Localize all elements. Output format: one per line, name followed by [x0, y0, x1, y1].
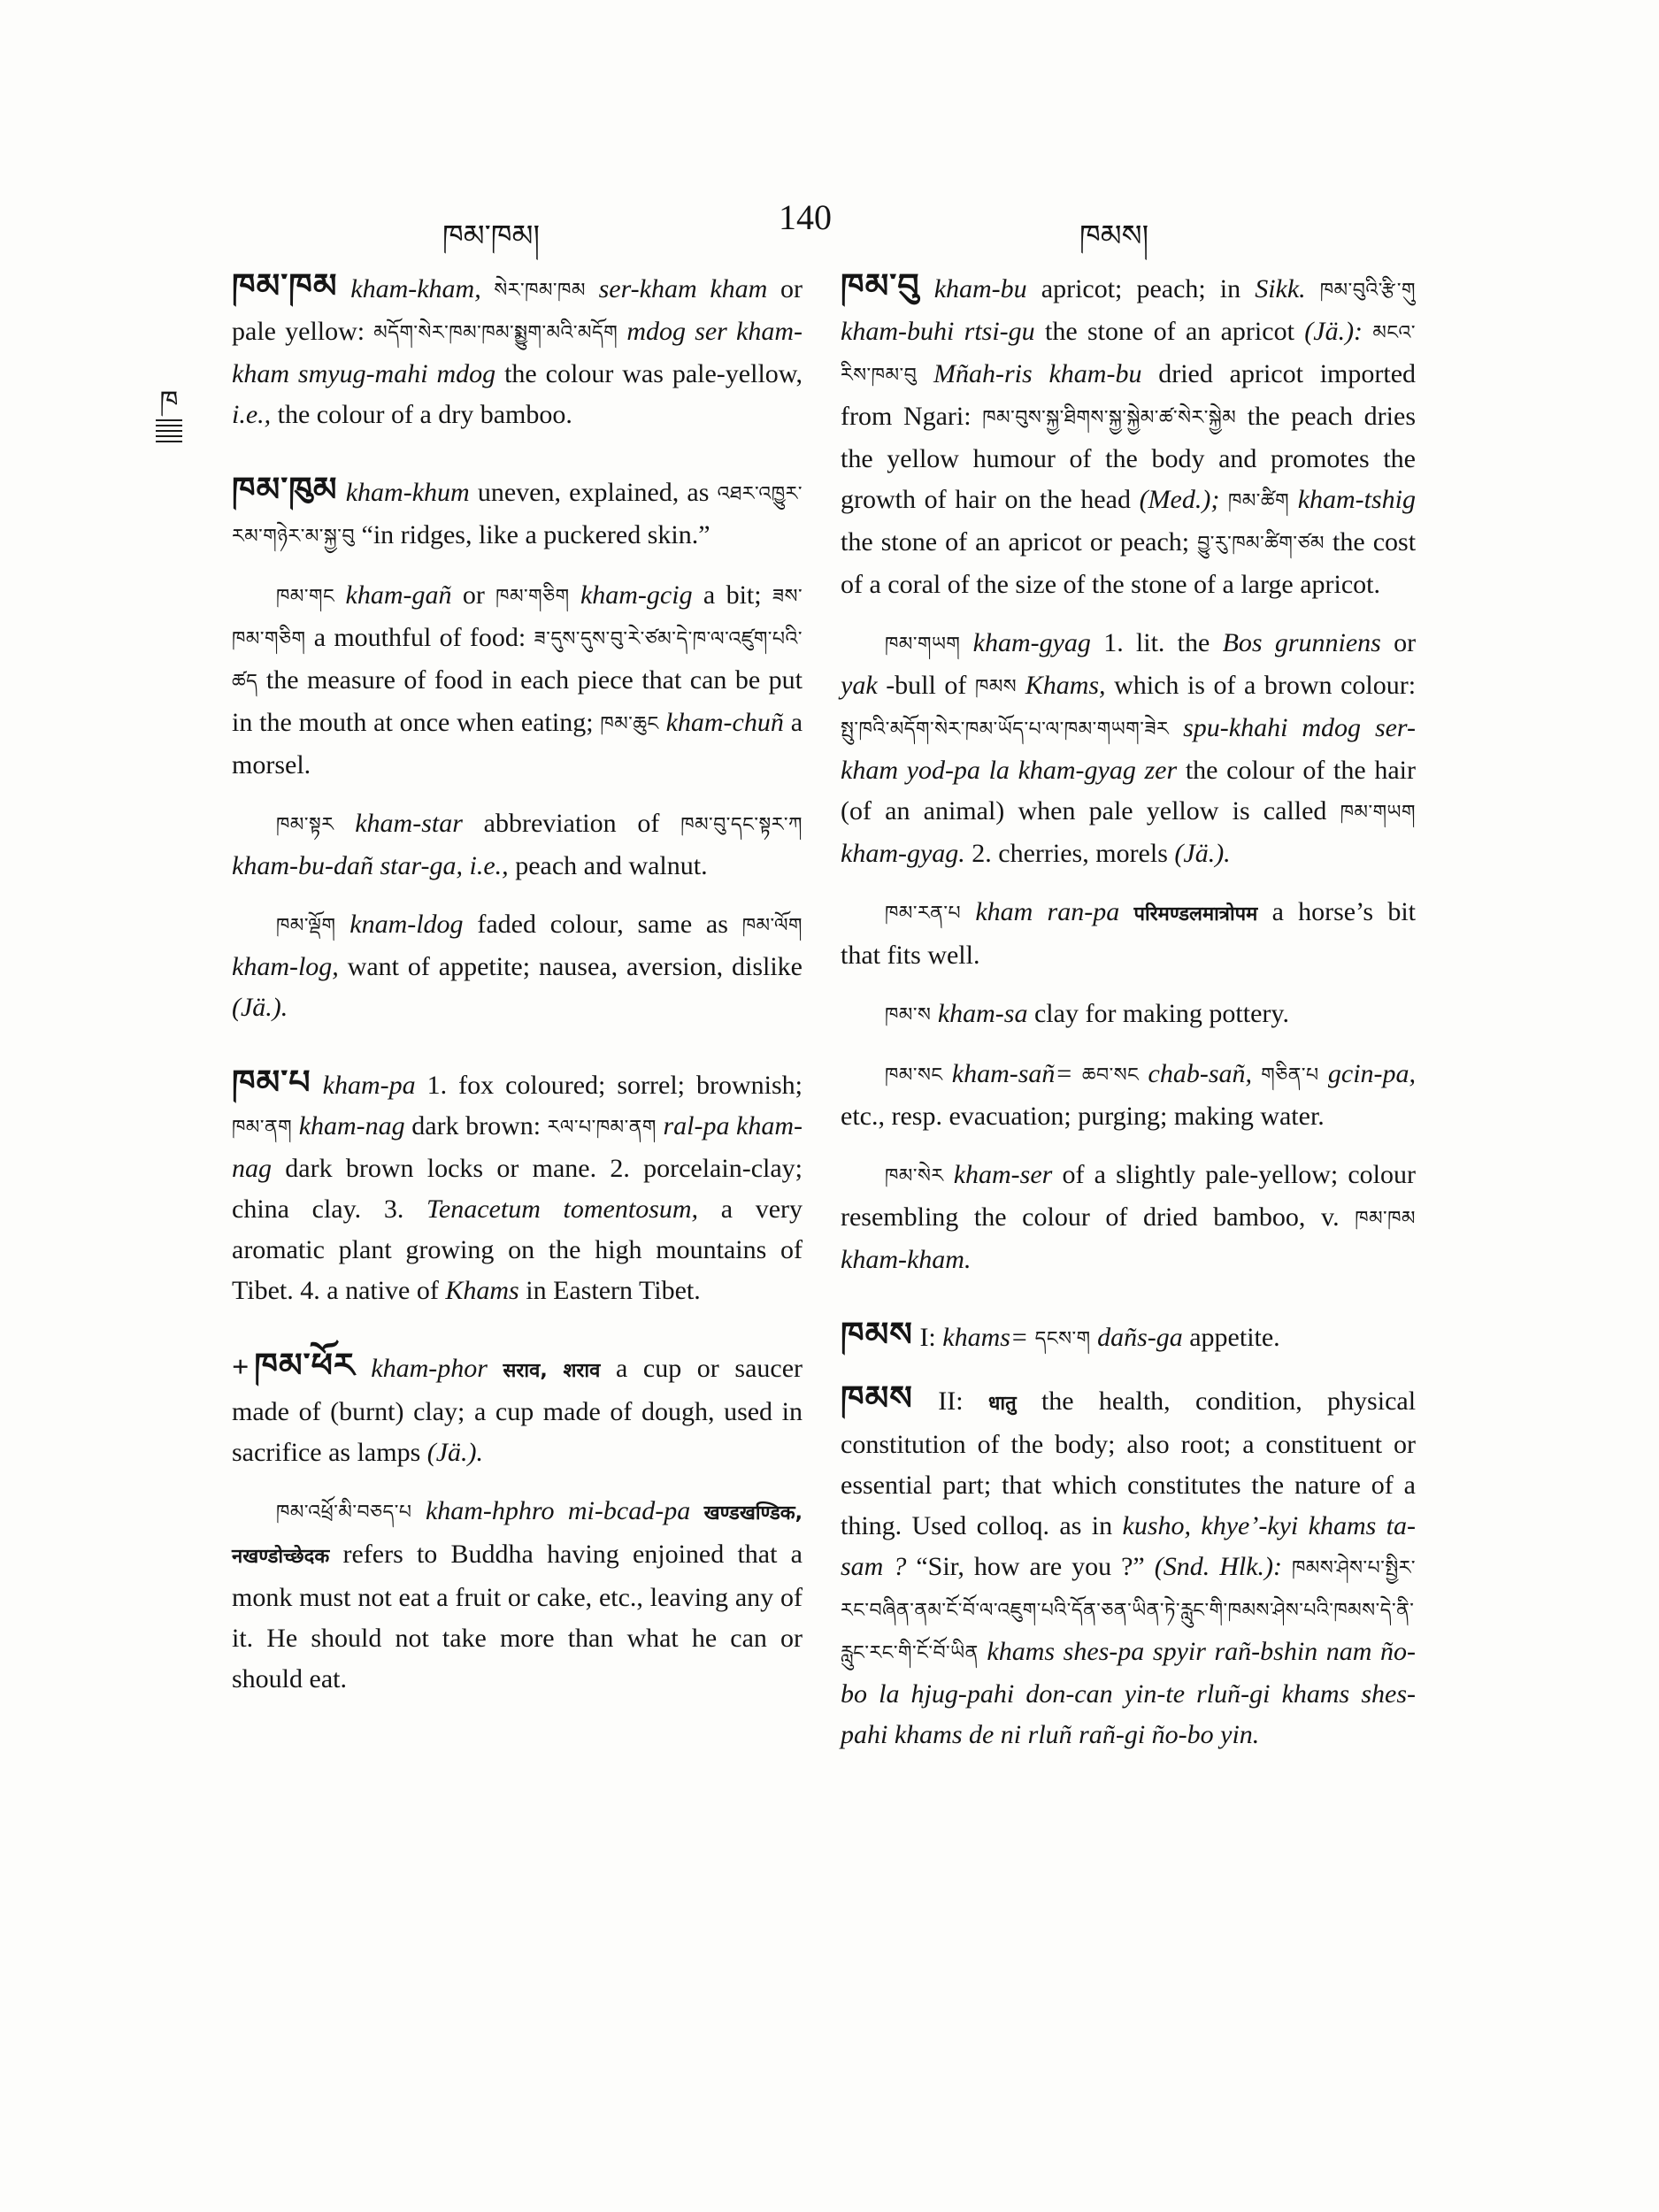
romanized-term: kham-bu — [933, 274, 1027, 303]
tibetan-text: ཁམ་ཚིག — [1227, 490, 1290, 512]
romanized-term: kham-hphro mi-bcad-pa — [425, 1496, 691, 1525]
dictionary-entry — [232, 1491, 803, 1700]
definition-text: dried apricot imported from Ngari: — [841, 359, 1417, 431]
tibetan-text: མདོག་སེར་ཁམ་ཁམ་སྨྱུག་མའི་མདོག — [373, 322, 618, 344]
definition-text: in Eastern Tibet. — [526, 1276, 701, 1305]
sanskrit-text: सराव, शराव — [503, 1360, 601, 1382]
tibetan-text: ཟ་དུས་དུས་བུ་རེ་ཙམ་དེ་ཁ་ལ་འཛུག་པའི་ཚད — [232, 628, 803, 693]
tibetan-text: རལ་པ་ཁམ་ནག — [547, 1117, 657, 1139]
definition-text: I: — [919, 1323, 936, 1352]
definition-text: or pale yellow: — [232, 274, 803, 346]
romanized-term: kusho, khye’-kyi khams ta-sam ? — [841, 1511, 1416, 1581]
romanized-term: kham-gyag. — [841, 839, 965, 868]
tibetan-text: ཁམ་འཕྲོ་མི་བཅད་པ — [276, 1502, 412, 1524]
dictionary-entry — [232, 575, 803, 786]
header-left-word: ཁམ་ཁམ། — [442, 219, 541, 254]
definition-text: clay for making pottery. — [1033, 999, 1289, 1028]
tibetan-text: ཁམ་ཁམ — [1355, 1208, 1416, 1230]
headword-tibetan: ཁམ་ཕོར — [254, 1346, 356, 1385]
definition-text: a bit; — [703, 580, 762, 610]
definition-text: the stone of an apricot — [1045, 317, 1294, 346]
tibetan-text: ཁམས — [974, 676, 1018, 698]
dictionary-entry — [232, 803, 803, 887]
page-number: 140 — [779, 197, 832, 237]
tibetan-text: ཁམ་ཆུང — [600, 713, 659, 735]
definition-text: or — [462, 580, 485, 610]
sanskrit-text: खण्डखण्डिक, नखण्डोच्छेदक — [232, 1502, 803, 1568]
romanized-term: (Med.); — [1139, 485, 1220, 514]
definition-text: uneven, explained, as — [477, 478, 710, 507]
romanized-term: kham-star — [355, 809, 463, 838]
tibetan-text: ཁམ་གཡག — [1340, 802, 1416, 824]
right-column — [841, 265, 1416, 1773]
romanized-term: (Jä.). — [426, 1438, 484, 1467]
marginal-letter: ཁ — [159, 386, 179, 417]
romanized-term: ser-kham kham — [598, 274, 768, 303]
dictionary-entry — [232, 1062, 803, 1311]
dictionary-entry — [841, 1314, 1416, 1360]
definition-text: the stone of an apricot or peach; — [841, 527, 1190, 557]
definition-text: etc., resp. evacuation; purging; making water. — [841, 1102, 1325, 1131]
headword-tibetan: ཁམ་ཁམ — [232, 266, 338, 305]
definition-text: a horse’s bit that fits well. — [841, 897, 1417, 970]
romanized-term: kham-nag — [298, 1111, 405, 1141]
romanized-term: gcin-pa, — [1327, 1059, 1417, 1088]
left-column — [232, 265, 803, 1717]
definition-text: want of appetite; nausea, aversion, dislike — [347, 952, 803, 981]
definition-text: dark brown locks or mane. 2. porcelain-clay; china clay. 3. — [232, 1154, 803, 1224]
definition-text: 1. lit. the — [1103, 628, 1210, 657]
dictionary-entry — [232, 904, 803, 1028]
dictionary-entry — [232, 469, 803, 557]
romanized-term: kham-log, — [232, 952, 339, 981]
definition-text: the colour was pale-yellow, — [504, 359, 803, 388]
dictionary-entry — [841, 1054, 1416, 1137]
definition-text: dark brown: — [411, 1111, 541, 1141]
definition-text: the peach dries the yellow humour of the body and promotes the growth of hair on the head — [841, 402, 1416, 514]
romanized-term: knam-ldog — [349, 910, 464, 939]
dictionary-entry — [841, 994, 1416, 1036]
definition-text: “in ridges, like a puckered skin.” — [361, 520, 710, 549]
romanized-term: kham-khum — [345, 478, 470, 507]
romanized-term: kham-buhi rtsi-gu — [841, 317, 1035, 346]
definition-text: a cup or saucer made of (burnt) clay; a cup made of dough, used in sacrifice as lamps — [232, 1354, 803, 1467]
headword-tibetan: ཁམ་པ — [232, 1063, 311, 1102]
romanized-term: yak — [841, 671, 878, 700]
tibetan-text: ཁམ་བུ་དང་སྟར་ཀ — [680, 814, 803, 836]
tibetan-text: ཁམ་བུའི་རྩི་གུ — [1319, 280, 1417, 302]
dictionary-entry — [841, 892, 1416, 976]
definition-text: appetite. — [1189, 1323, 1280, 1352]
romanized-term: khams= — [942, 1323, 1029, 1352]
romanized-term: kham-kham. — [841, 1245, 972, 1274]
romanized-term: khams shes-pa spyir rañ-bshin nam ño-bo la hjug-pahi don-can yin-te rluñ-gi khams shes-pahi khams de ni rluñ rañ-gi ño-bo yin. — [841, 1637, 1416, 1749]
romanized-term: kham-gcig — [580, 580, 693, 610]
tibetan-text: ཁམ་སེར — [885, 1165, 944, 1187]
tibetan-text: བྱུ་རུ་ཁམ་ཚིག་ཙམ — [1197, 533, 1325, 555]
romanized-term: kham ran-pa — [975, 897, 1120, 926]
definition-text: the colour of the hair (of an animal) when pale yellow is called — [841, 756, 1416, 826]
definition-text: of a slightly pale-yellow; colour resembling the colour of dried bamboo, v. — [841, 1160, 1417, 1232]
tibetan-text: ཁམ་ས — [885, 1004, 932, 1026]
romanized-term: chab-sañ, — [1148, 1059, 1253, 1088]
romanized-term: kham-gañ — [345, 580, 452, 610]
running-header — [0, 196, 1659, 254]
romanized-term: dañs-ga — [1097, 1323, 1183, 1352]
dictionary-entry — [232, 1345, 803, 1473]
romanized-term: (Jä.): — [1304, 317, 1363, 346]
tibetan-text: ཁམ་ལྡོག — [276, 915, 336, 937]
marginal-rules — [156, 419, 182, 446]
tibetan-text: དངས་ག — [1034, 1328, 1091, 1350]
definition-text: which is of a brown colour: — [1114, 671, 1417, 700]
dictionary-entry — [841, 265, 1416, 605]
tibetan-text: ཁམས་ཤེས་པ་སྤྱིར་རང་བཞིན་ནམ་ངོ་བོ་ལ་འཇུག་པའི་དོན་ཅན་ཡིན་ཏེ་རླུང་གི་ཁམས་ཤེས་པའི་ཁམས་དེ་ནི་རླུང་རང་གི་ངོ་བོ་ཡིན — [841, 1557, 1417, 1664]
romanized-term: kham-phor — [371, 1354, 488, 1383]
tibetan-text: ཁམ་རན་པ — [885, 902, 962, 925]
definition-text: refers to Buddha having enjoined that a monk must not eat a fruit or cake, etc., leaving any of it. He should not take more than what he can or should eat. — [232, 1540, 803, 1694]
romanized-term: Sikk. — [1255, 274, 1306, 303]
tibetan-text: ཆབ་སང — [1081, 1064, 1140, 1087]
definition-text: 2. cherries, morels — [972, 839, 1168, 868]
tibetan-text: ཁམ་གཅིག — [495, 586, 570, 608]
romanized-term: Khams — [445, 1276, 519, 1305]
romanized-term: Khams, — [1025, 671, 1106, 700]
header-right-word: ཁམས། — [1079, 219, 1149, 254]
headword-tibetan: ཁམས — [841, 1379, 913, 1417]
cross-mark: + — [232, 1351, 250, 1384]
headword-tibetan: ཁམས — [841, 1315, 913, 1354]
definition-text: the health, condition, physical constitution of the body; also root; a constituent or essential part; that which constitutes the nature of a thing. Used colloq. as in — [841, 1386, 1417, 1540]
dictionary-entry — [841, 623, 1416, 874]
romanized-term: mdog ser kham-kham smyug-mahi mdog — [232, 317, 803, 388]
romanized-term: kham-tshig — [1297, 485, 1417, 514]
sanskrit-text: परिमण्डलमात्रोपम — [1133, 903, 1258, 926]
tibetan-text: གཅིན་པ — [1261, 1064, 1319, 1087]
definition-text: abbreviation of — [483, 809, 660, 838]
dictionary-entry — [841, 1378, 1416, 1755]
tibetan-text: ཁམ་བུས་སྐྱ་ཐིགས་སྐྱ་སྐྱེམ་ཚ་སེར་སྐྱེམ — [982, 407, 1237, 429]
definition-text: a morsel. — [232, 708, 803, 780]
definition-text: peach and walnut. — [515, 851, 708, 880]
romanized-term: kham-ser — [953, 1160, 1053, 1189]
headword-tibetan: ཁམ་བུ — [841, 266, 920, 305]
romanized-term: kham-gyag — [972, 628, 1091, 657]
tibetan-text: སྤུ་ཁའི་མདོག་སེར་ཁམ་ཡོད་པ་ལ་ཁམ་གཡག་ཟེར — [841, 718, 1170, 741]
romanized-term: ral-pa kham-nag — [232, 1111, 803, 1183]
tibetan-text: ཁམ་སྟར — [276, 814, 334, 836]
sanskrit-text: धातु — [987, 1393, 1017, 1415]
definition-text: 1. fox coloured; sorrel; brownish; — [426, 1071, 803, 1100]
tibetan-text: ཁམ་ལོག — [741, 915, 803, 937]
romanized-term: kham-bu-dañ star-ga, i.e., — [232, 851, 509, 880]
romanized-term: (Snd. Hlk.): — [1154, 1552, 1282, 1581]
tibetan-text: སེར་ཁམ་ཁམ — [494, 280, 586, 302]
tibetan-text: ཁམ་སང — [885, 1064, 943, 1087]
definition-text: “Sir, how are you ?” — [916, 1552, 1145, 1581]
romanized-term: spu-khahi mdog ser-kham yod-pa la kham-gyag zer — [841, 713, 1416, 785]
dictionary-entry — [232, 265, 803, 435]
romanized-term: Tenacetum tomentosum, — [426, 1194, 699, 1224]
romanized-term: Bos grunniens — [1222, 628, 1381, 657]
romanized-term: (Jä.). — [1174, 839, 1231, 868]
definition-text: the colour of a dry bamboo. — [277, 400, 572, 429]
romanized-term: i.e., — [232, 400, 272, 429]
romanized-term: (Jä.). — [232, 993, 288, 1022]
tibetan-text: ཁམ་གང — [276, 586, 335, 608]
definition-text: the cost of a coral of the size of the stone of a large apricot. — [841, 527, 1417, 599]
romanized-term: kham-sañ= — [951, 1059, 1073, 1088]
definition-text: apricot; peach; in — [1041, 274, 1241, 303]
definition-text: a very aromatic plant growing on the high mountains of Tibet. 4. a native of — [232, 1194, 803, 1305]
definition-text: faded colour, same as — [477, 910, 728, 939]
definition-text: a mouthful of food: — [313, 623, 526, 652]
headword-tibetan: ཁམ་ཁུམ — [232, 470, 338, 509]
dictionary-entry — [841, 1155, 1416, 1280]
definition-text: or — [1394, 628, 1417, 657]
definition-text: -bull of — [886, 671, 967, 700]
tibetan-text: མངའ་རིས་ཁམ་བུ — [841, 322, 1417, 387]
tibetan-text: ཟས་ཁམ་གཅིག — [232, 586, 803, 650]
tibetan-text: ཁམ་ནག — [232, 1117, 293, 1139]
tibetan-text: འཐར་འཁྱུར་རམ་གཉེར་མ་སྐྱ་བུ — [232, 483, 803, 548]
definition-text: the measure of food in each piece that can be put in the mouth at once when eating; — [232, 665, 803, 737]
tibetan-text: ཁམ་གཡག — [885, 634, 961, 656]
romanized-term: kham-chuñ — [665, 708, 784, 737]
romanized-term: kham-sa — [937, 999, 1028, 1028]
romanized-term: Mñah-ris kham-bu — [933, 359, 1142, 388]
definition-text: II: — [938, 1386, 964, 1416]
marginal-thumb-index — [156, 386, 182, 455]
romanized-term: kham-kham, — [350, 274, 481, 303]
romanized-term: kham-pa — [322, 1071, 416, 1100]
